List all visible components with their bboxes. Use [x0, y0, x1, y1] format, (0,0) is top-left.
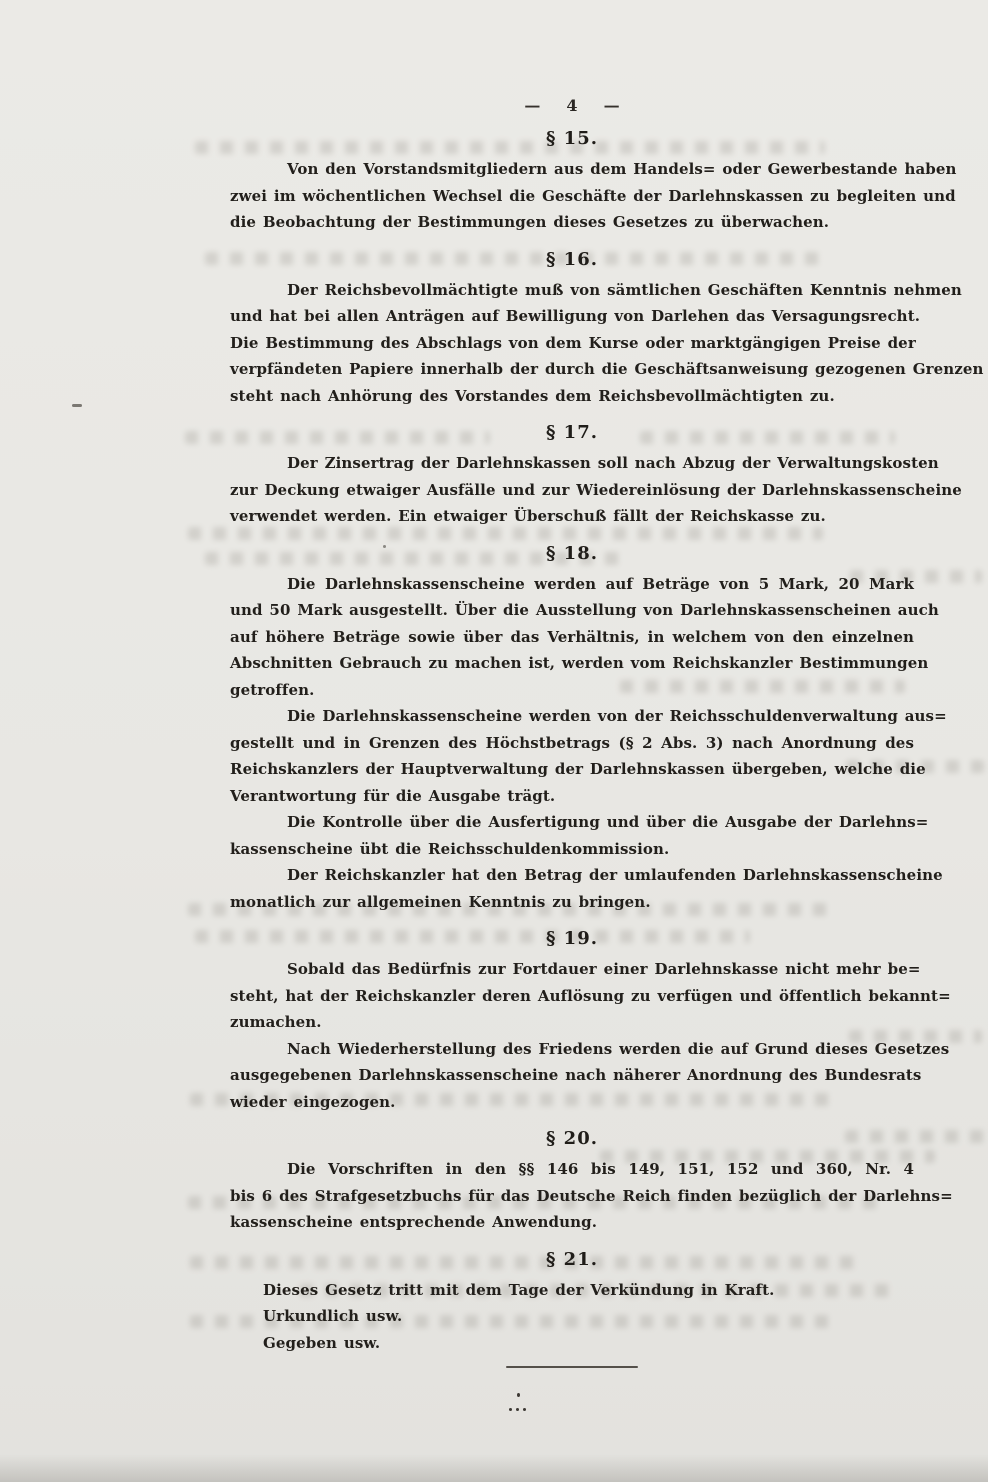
text-line: getroffen.: [230, 680, 315, 699]
section-heading: § 18.: [546, 542, 598, 564]
text-line: und 50 Mark ausgestellt. Über die Ausstellung von Darlehnskassenscheinen auch: [230, 601, 939, 619]
text-line: ausgegebenen Darlehnskassenscheine nach näherer Anordnung des Bundesrats: [230, 1066, 922, 1084]
text-line: zur Deckung etwaiger Ausfälle und zur Wiedereinlösung der Darlehnskassenscheine: [230, 480, 962, 499]
section-heading: § 15.: [546, 128, 598, 149]
text-line: Sobald das Bedürfnis zur Fortdauer einer Darlehnskasse nicht mehr be=: [287, 960, 921, 978]
text-line: Die Kontrolle über die Ausfertigung und über die Ausgabe der Darlehns=: [287, 813, 929, 831]
text-line: steht nach Anhörung des Vorstandes dem Reichsbevollmächtigten zu.: [230, 386, 835, 405]
section-heading: § 17.: [546, 422, 598, 443]
text-line: zwei im wöchentlichen Wechsel die Geschäfte der Darlehnskassen zu begleiten und: [230, 186, 956, 205]
page-edge-shadow: [0, 1454, 988, 1482]
text-line: kassenscheine entsprechende Anwendung.: [230, 1213, 598, 1231]
text-line: Urkundlich usw.: [263, 1307, 403, 1325]
ink-specks-artifact: [509, 1408, 512, 1411]
page-number: 4: [566, 96, 578, 115]
text-line: verpfändeten Papiere innerhalb der durch die Geschäftsanweisung gezogenen Grenzen: [230, 360, 984, 378]
text-block: [230, 0, 984, 1368]
text-line: verwendet werden. Ein etwaiger Überschuß fällt der Reichskasse zu.: [230, 507, 826, 525]
section-heading: § 21.: [546, 1248, 598, 1270]
text-line: wieder eingezogen.: [230, 1092, 396, 1111]
text-line: bis 6 des Strafgesetzbuchs für das Deutsche Reich finden bezüglich der Darlehns=: [230, 1186, 953, 1205]
text-line: auf höhere Beträge sowie über das Verhältnis, in welchem von den einzelnen: [230, 627, 914, 646]
law-text: [230, 128, 984, 1356]
text-line: Die Darlehnskassenscheine werden auf Beträge von 5 Mark, 20 Mark: [287, 574, 914, 593]
text-line: Die Bestimmung des Abschlags von dem Kurse oder marktgängigen Preise der: [230, 333, 916, 352]
text-line: Nach Wiederherstellung des Friedens werden die auf Grund dieses Gesetzes: [287, 1039, 950, 1058]
section-heading: § 20.: [546, 1128, 598, 1149]
header-dash-right: —: [603, 96, 620, 115]
text-line: Dieses Gesetz tritt mit dem Tage der Verkündung in Kraft.: [263, 1280, 775, 1299]
section-heading: § 16.: [546, 248, 598, 270]
text-line: monatlich zur allgemeinen Kenntnis zu bringen.: [230, 892, 651, 911]
text-line: gestellt und in Grenzen des Höchstbetrags (§ 2 Abs. 3) nach Anordnung des: [230, 733, 914, 752]
text-line: Der Zinsertrag der Darlehnskassen soll nach Abzug der Verwaltungskosten: [287, 454, 939, 472]
text-line: steht, hat der Reichskanzler deren Auflösung zu verfügen und öffentlich bekannt=: [230, 986, 951, 1005]
margin-mark-artifact: [72, 404, 82, 407]
text-line: kassenscheine übt die Reichsschuldenkommission.: [230, 839, 670, 858]
text-line: die Beobachtung der Bestimmungen dieses Gesetzes zu überwachen.: [230, 213, 830, 231]
text-line: Von den Vorstandsmitgliedern aus dem Handels= oder Gewerbestande haben: [287, 160, 957, 178]
closing-rule: [506, 1366, 638, 1368]
header-dash-left: —: [524, 96, 541, 115]
text-line: und hat bei allen Anträgen auf Bewilligung von Darlehen das Versagungsrecht.: [230, 307, 921, 325]
ink-speck-artifact: [383, 545, 386, 548]
text-line: Verantwortung für die Ausgabe trägt.: [230, 786, 556, 805]
text-line: zumachen.: [230, 1013, 322, 1031]
text-line: Der Reichskanzler hat den Betrag der umlaufenden Darlehnskassenscheine: [287, 866, 943, 884]
text-line: Die Darlehnskassenscheine werden von der Reichsschuldenverwaltung aus=: [287, 707, 947, 725]
text-line: Gegeben usw.: [263, 1333, 381, 1352]
section-heading: § 19.: [546, 928, 598, 949]
ink-speck-artifact: [517, 1393, 520, 1397]
text-line: Der Reichsbevollmächtigte muß von sämtlichen Geschäften Kenntnis nehmen: [287, 280, 962, 299]
text-line: Die Vorschriften in den §§ 146 bis 149, 151, 152 und 360, Nr. 4: [287, 1160, 914, 1178]
page-header: [230, 96, 914, 115]
text-line: Reichskanzlers der Hauptverwaltung der Darlehnskassen übergeben, welche die: [230, 760, 926, 778]
text-line: Abschnitten Gebrauch zu machen ist, werden vom Reichskanzler Bestimmungen: [230, 654, 929, 672]
